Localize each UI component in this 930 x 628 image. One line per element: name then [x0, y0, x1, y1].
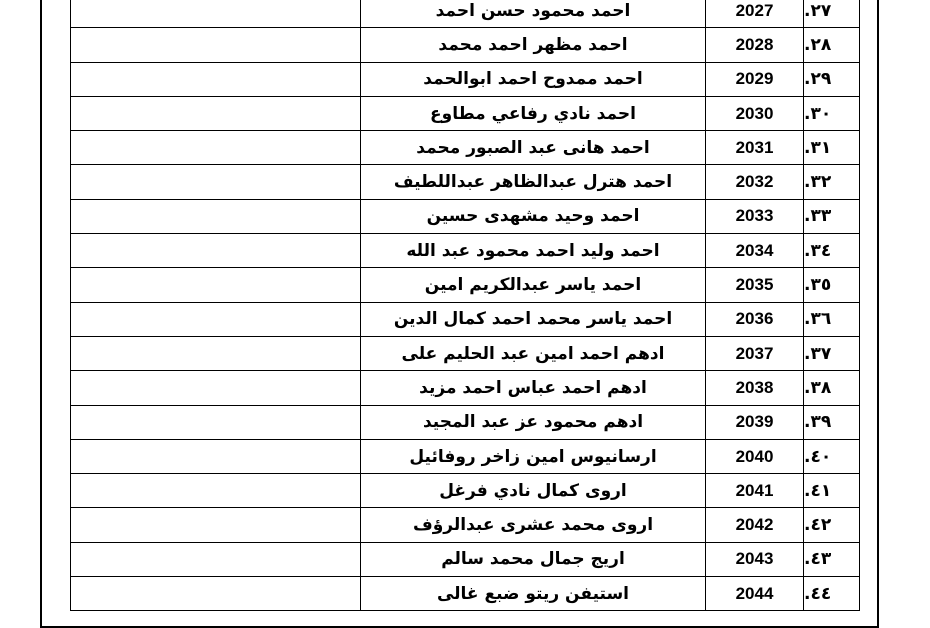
student-name-cell: ادهم احمد امين عبد الحليم على — [361, 336, 706, 370]
signature-cell — [71, 165, 361, 199]
row-index-cell — [804, 28, 860, 62]
signature-cell — [71, 131, 361, 165]
row-index-label: .٤٠ — [804, 446, 832, 467]
seat-number-cell: 2030 — [706, 96, 804, 130]
seat-number-cell: 2032 — [706, 165, 804, 199]
row-index-label: .٣٨ — [804, 377, 832, 398]
seat-number-cell: 2033 — [706, 199, 804, 233]
signature-cell — [71, 199, 361, 233]
row-index-label: .٣٦ — [804, 309, 832, 330]
signature-cell — [71, 234, 361, 268]
table-row — [71, 439, 860, 473]
row-index-cell — [804, 96, 860, 130]
row-index-cell — [804, 199, 860, 233]
table-row — [71, 474, 860, 508]
signature-cell — [71, 336, 361, 370]
student-name-cell: احمد مظهر احمد محمد — [361, 28, 706, 62]
student-name-cell: اريج جمال محمد سالم — [361, 542, 706, 576]
signature-cell — [71, 28, 361, 62]
row-index-label: .٣٢ — [804, 172, 832, 193]
row-index-cell — [804, 542, 860, 576]
table-row — [71, 508, 860, 542]
row-index-cell — [804, 474, 860, 508]
seat-number-cell: 2041 — [706, 474, 804, 508]
seat-number-cell: 2031 — [706, 131, 804, 165]
student-name-cell: احمد ممدوح احمد ابوالحمد — [361, 62, 706, 96]
student-name-cell: احمد هانى عبد الصبور محمد — [361, 131, 706, 165]
row-index-cell — [804, 302, 860, 336]
row-index-cell — [804, 165, 860, 199]
student-roster-table — [70, 0, 860, 611]
signature-cell — [71, 268, 361, 302]
table-row — [71, 199, 860, 233]
table-row — [71, 577, 860, 611]
row-index-label: .٤١ — [804, 480, 832, 501]
table-row — [71, 62, 860, 96]
signature-cell — [71, 302, 361, 336]
seat-number-cell: 2043 — [706, 542, 804, 576]
row-index-label: .٣٣ — [804, 206, 832, 227]
signature-cell — [71, 96, 361, 130]
table-row — [71, 234, 860, 268]
student-name-cell: اروى كمال نادي فرغل — [361, 474, 706, 508]
student-name-cell: احمد ياسر محمد احمد كمال الدين — [361, 302, 706, 336]
row-index-cell — [804, 371, 860, 405]
seat-number-cell: 2029 — [706, 62, 804, 96]
table-row — [71, 0, 860, 28]
table-row — [71, 131, 860, 165]
student-name-cell: احمد هترل عبدالظاهر عبداللطيف — [361, 165, 706, 199]
table-row — [71, 405, 860, 439]
table-row — [71, 165, 860, 199]
student-name-cell: اروى محمد عشرى عبدالرؤف — [361, 508, 706, 542]
signature-cell — [71, 439, 361, 473]
row-index-label: .٣٥ — [804, 275, 832, 296]
table-row — [71, 371, 860, 405]
row-index-label: .٣١ — [804, 137, 832, 158]
table-row — [71, 28, 860, 62]
row-index-label: .٣٧ — [804, 343, 832, 364]
student-name-cell: استيفن ريتو ضبع غالى — [361, 577, 706, 611]
row-index-label: .٣٩ — [804, 412, 832, 433]
row-index-label: .٣٤ — [804, 240, 832, 261]
row-index-label: .٤٣ — [804, 549, 832, 570]
student-name-cell: احمد وليد احمد محمود عبد الله — [361, 234, 706, 268]
student-name-cell: احمد وحيد مشهدى حسين — [361, 199, 706, 233]
row-index-cell — [804, 268, 860, 302]
row-index-label: .٣٠ — [804, 103, 832, 124]
seat-number-cell: 2027 — [706, 0, 804, 28]
table-row — [71, 96, 860, 130]
student-name-cell: احمد نادي رفاعي مطاوع — [361, 96, 706, 130]
signature-cell — [71, 474, 361, 508]
row-index-cell — [804, 439, 860, 473]
seat-number-cell: 2044 — [706, 577, 804, 611]
signature-cell — [71, 542, 361, 576]
student-name-cell: احمد محمود حسن احمد — [361, 0, 706, 28]
row-index-cell — [804, 0, 860, 28]
signature-cell — [71, 371, 361, 405]
seat-number-cell: 2034 — [706, 234, 804, 268]
table-row — [71, 302, 860, 336]
signature-cell — [71, 508, 361, 542]
row-index-cell — [804, 508, 860, 542]
table-row — [71, 542, 860, 576]
seat-number-cell: 2036 — [706, 302, 804, 336]
signature-cell — [71, 0, 361, 28]
signature-cell — [71, 577, 361, 611]
row-index-label: .٢٨ — [804, 34, 832, 55]
row-index-label: .٤٤ — [804, 583, 832, 604]
seat-number-cell: 2039 — [706, 405, 804, 439]
row-index-cell — [804, 577, 860, 611]
row-index-cell — [804, 62, 860, 96]
table-row — [71, 336, 860, 370]
row-index-cell — [804, 131, 860, 165]
student-name-cell: احمد ياسر عبدالكريم امين — [361, 268, 706, 302]
seat-number-cell: 2042 — [706, 508, 804, 542]
row-index-cell — [804, 405, 860, 439]
row-index-label: .٤٢ — [804, 515, 832, 536]
signature-cell — [71, 405, 361, 439]
table-row — [71, 268, 860, 302]
seat-number-cell: 2037 — [706, 336, 804, 370]
seat-number-cell: 2035 — [706, 268, 804, 302]
seat-number-cell: 2028 — [706, 28, 804, 62]
seat-number-cell: 2040 — [706, 439, 804, 473]
row-index-cell — [804, 234, 860, 268]
signature-cell — [71, 62, 361, 96]
seat-number-cell: 2038 — [706, 371, 804, 405]
student-name-cell: ارسانيوس امين زاخر روفائيل — [361, 439, 706, 473]
student-name-cell: ادهم محمود عز عبد المجيد — [361, 405, 706, 439]
row-index-label: .٢٧ — [804, 0, 832, 21]
row-index-cell — [804, 336, 860, 370]
row-index-label: .٢٩ — [804, 69, 832, 90]
student-name-cell: ادهم احمد عباس احمد مزيد — [361, 371, 706, 405]
